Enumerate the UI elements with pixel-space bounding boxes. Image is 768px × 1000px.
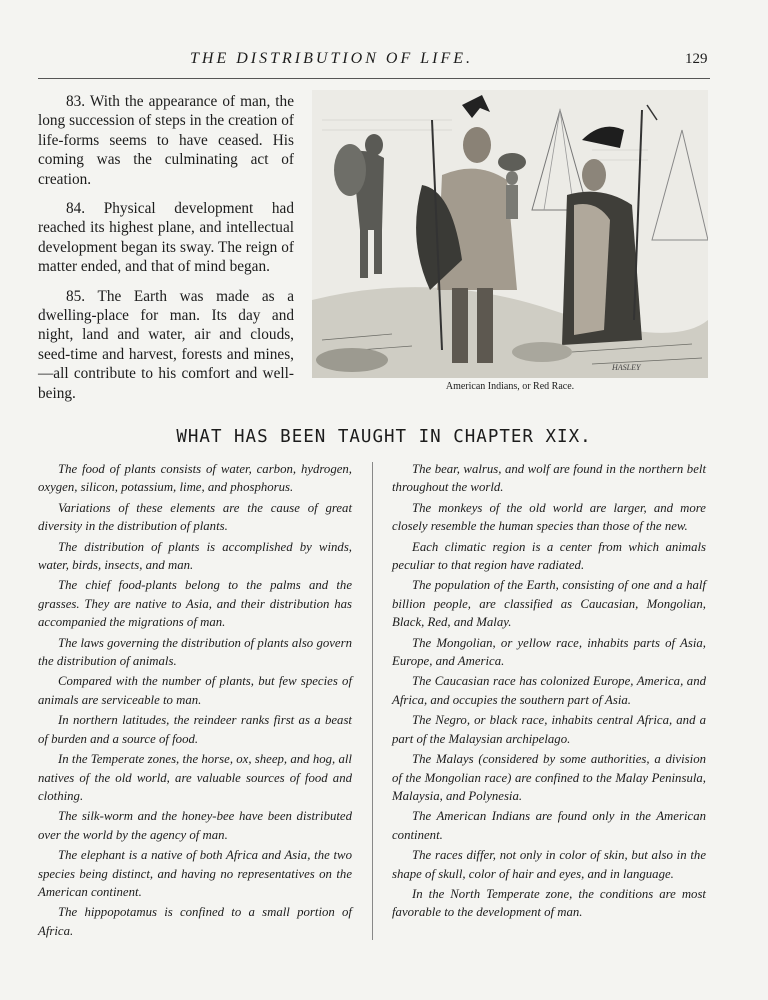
summary-item: The laws governing the distribution of plants also govern the distribution of animals. (38, 635, 352, 669)
numbered-paragraphs (38, 92, 294, 413)
summary-item: The food of plants consists of water, carbon, hydrogen, oxygen, silicon, potassium, lime, and phosphorus. (38, 462, 352, 495)
summary-item: The Negro, or black race, inhabits central Africa, and a part of the Malaysian archipelago. (392, 713, 706, 746)
paragraph-85: 85. The Earth was made as a dwelling-place for man. Its day and night, land and water, air and clouds, seed-time and harvest, forests and mines,—all contribute to his comfort and well-being. (38, 287, 294, 402)
figure-caption: American Indians, or Red Race. (445, 381, 575, 392)
paragraph-84: 84. Physical development had reached its highest plane, and intellectual development began its sway. The reign of matter ended, and that of mind began. (38, 200, 294, 276)
summary-item: The silk-worm and the honey-bee have been distributed over the world by the agency of man. (38, 809, 352, 842)
paragraph-83: 83. With the appearance of man, the long succession of steps in the creation of life-forms seems to have ceased. His coming was the culminating act of creation. (38, 93, 294, 188)
header-rule (38, 78, 710, 79)
summary-item: The American Indians are found only in the American continent. (392, 809, 706, 842)
summary-item: The elephant is a native of both Africa and Asia, the two species being distinct, and having no representatives on the American continent. (38, 848, 352, 899)
column-divider (372, 462, 373, 940)
summary-item: In the Temperate zones, the horse, ox, sheep, and hog, all natives of the old world, are valuable sources of food and clothing. (38, 752, 352, 803)
engraving-illustration (312, 90, 708, 378)
summary-item: The distribution of plants is accomplished by winds, water, birds, insects, and man. (38, 539, 352, 573)
summary-item: The Caucasian race has colonized Europe, America, and Africa, and occupies the southern part of Asia. (392, 674, 706, 707)
summary-item: Each climatic region is a center from which animals peculiar to that region have radiated. (392, 539, 706, 573)
summary-item: In northern latitudes, the reindeer ranks first as a beast of burden and a source of food. (38, 713, 352, 746)
summary-item: The Malays (considered by some authorities, a division of the Mongolian race) are confined to the Malay Peninsula, Malaysia, and Polynesia. (392, 752, 706, 803)
page-number: 129 (685, 51, 708, 67)
engraver-signature: HASLEY (612, 363, 641, 372)
summary-item: Variations of these elements are the cause of great diversity in the distribution of plants. (38, 500, 352, 534)
engraving-art (312, 90, 708, 378)
summary-left-column (38, 460, 352, 942)
summary-item: Compared with the number of plants, but few species of animals are serviceable to man. (38, 674, 352, 707)
summary-heading: WHAT HAS BEEN TAUGHT IN CHAPTER XIX. (176, 427, 592, 447)
summary-item: The Mongolian, or yellow race, inhabits parts of Asia, Europe, and America. (392, 635, 706, 669)
running-head (0, 48, 768, 76)
summary-item: The races differ, not only in color of skin, but also in the shape of skull, color of hair and eyes, and in language. (392, 848, 706, 881)
summary-item: The population of the Earth, consisting of one and a half billion people, are classified as Caucasian, Mongolian, Black, Red, and Malay. (392, 578, 706, 630)
summary-item: The monkeys of the old world are larger, and more closely resemble the human species than those of the new. (392, 500, 706, 534)
summary-item: The bear, walrus, and wolf are found in the northern belt throughout the world. (392, 462, 706, 495)
summary-item: In the North Temperate zone, the conditions are most favorable to the development of man. (392, 886, 706, 920)
summary-right-column (392, 460, 706, 924)
summary-item: The hippopotamus is confined to a small portion of Africa. (38, 905, 352, 938)
running-title: THE DISTRIBUTION OF LIFE. (190, 50, 473, 67)
summary-item: The chief food-plants belong to the palms and the grasses. They are native to Asia, and their distribution has accompanied the migrations of man. (38, 578, 352, 630)
